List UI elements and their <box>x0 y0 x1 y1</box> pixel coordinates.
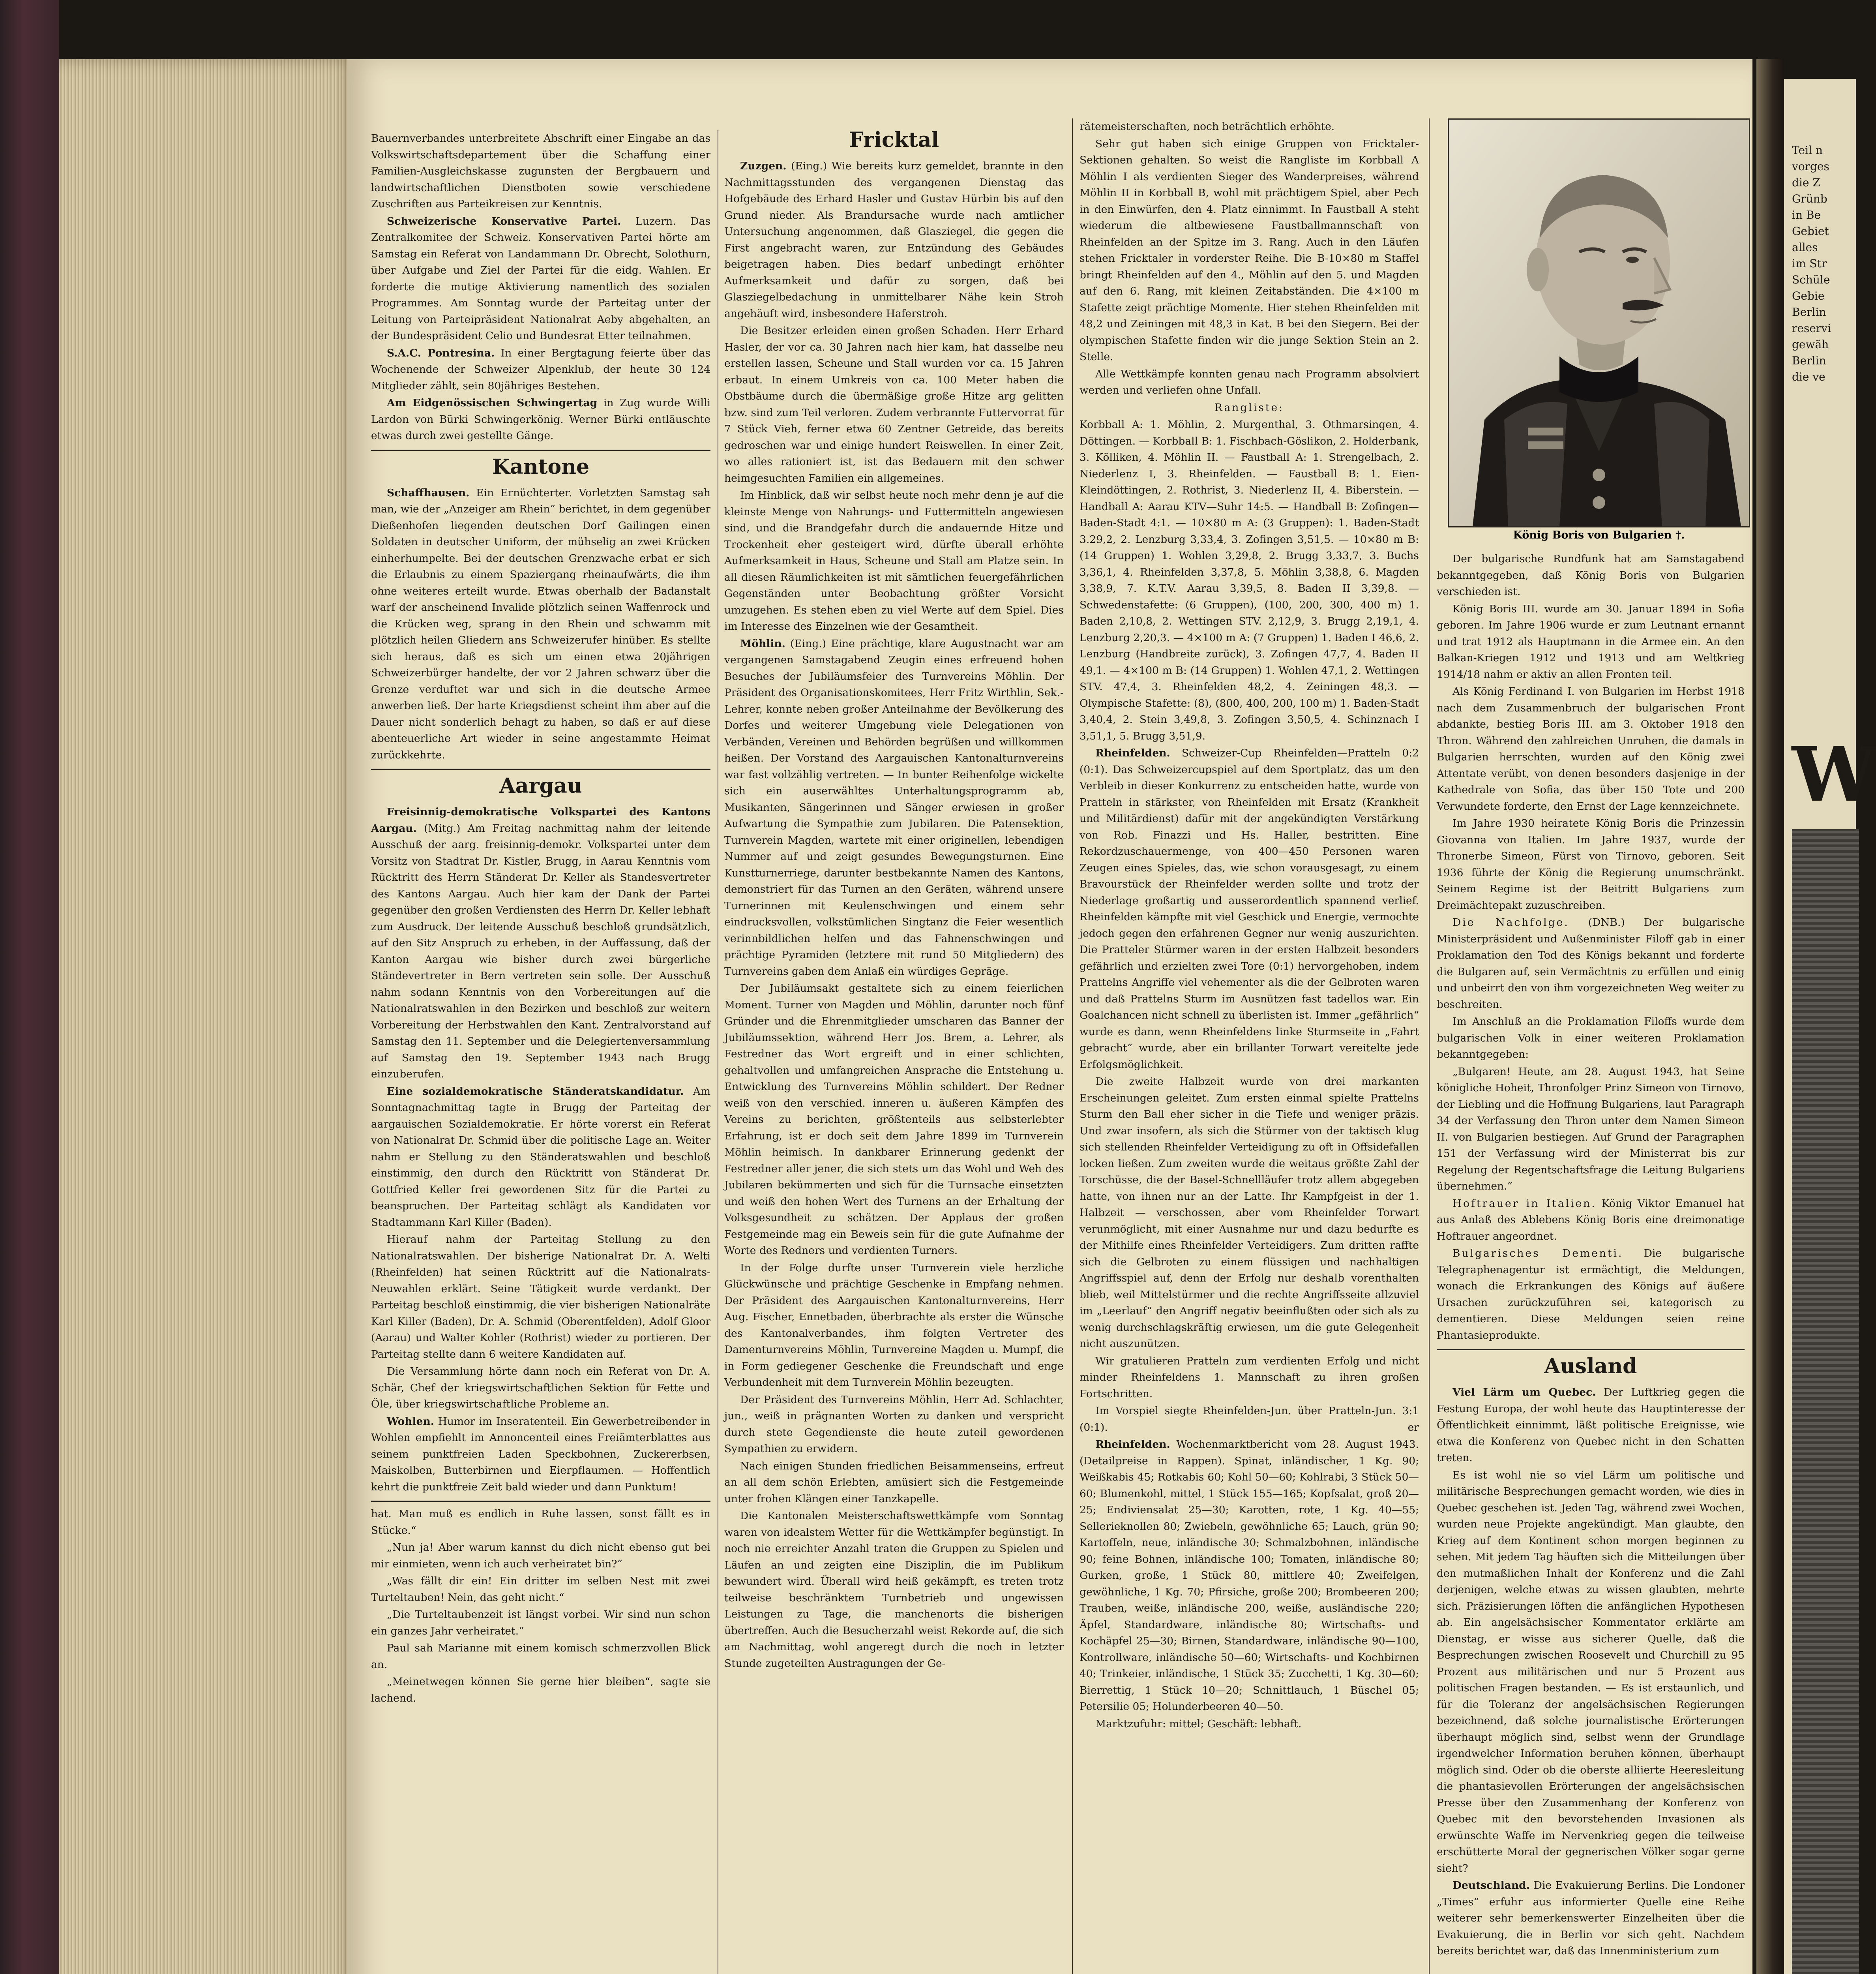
paragraph <box>1437 1245 1745 1344</box>
adjacent-page-line: die ve <box>1792 370 1825 383</box>
paragraph-text: (DNB.) Der bulgarische Ministerpräsident und Außenminister Filoff gab in einer Proklamation den Tod des Königs bekannt und forderte die Bulgaren auf, sein Vermächtnis zu erfüllen und einig und unbeirrt den von ihm vorgezeichneten Weg weiter zu beschreiten. <box>1437 916 1745 1011</box>
paragraph <box>371 213 710 344</box>
column-2 <box>724 118 1064 1672</box>
adjacent-page-line: Grünb <box>1792 192 1827 205</box>
paragraph: „Meinetwegen können Sie gerne hier bleiben“, sagte sie lachend. <box>371 1676 710 1704</box>
paragraph <box>1437 1384 1745 1466</box>
adjacent-page-line: in Be <box>1792 208 1821 221</box>
adjacent-page-line: Teil n <box>1792 144 1823 157</box>
adjacent-page-line: Schüle <box>1792 273 1830 286</box>
portrait-photo-king-boris <box>1448 118 1750 527</box>
adjacent-page-line: reservi <box>1792 322 1831 335</box>
column-4 <box>1437 551 1745 1960</box>
paragraph: Der Jubiläumsakt gestaltete sich zu einem feierlichen Moment. Turner von Magden und Möhlin, darunter noch fünf Gründer und die Ehrenmitglieder umscharen das Banner der Jubiläumssektion, während Herr Jos. Brem, a. Lehrer, als Festredner das Wort ergreift und in einer schlichten, gehaltvollen und umfangreichen Ansprache die Entstehung u. Entwicklung des Turnvereins Möhlin schildert. Der Redner weiß von den verschied. inneren u. äußeren Kämpfen des Vereins zu berichten, größtenteils aus selbsterlebter Erfahrung, ist er doch seit dem Jahre 1899 im Turnverein Möhlin heimisch. In dankbarer Erinnerung gedenkt der Festredner aller jener, die sich stets um das Wohl und Weh des Jubilaren bekümmerten und sich für die Turnsache einsetzten und weiß den hohen Wert des Turnens an der Erhaltung der Volksgesundheit zu schätzen. Der Applaus der großen Festgemeinde mag ein Beweis sein für die gute Aufnahme der Worte des Redners und verdienten Turners. <box>724 982 1064 1257</box>
paragraph: Paul sah Marianne mit einem komisch schmerzvollen Blick an. <box>371 1642 710 1671</box>
lead-in: Deutschland. <box>1452 1879 1530 1891</box>
lead-in: Bulgarisches Dementi. <box>1452 1247 1623 1259</box>
paragraph <box>1079 1436 1419 1715</box>
lead-in: Rheinfelden. <box>1095 1438 1170 1450</box>
paragraph <box>724 158 1064 322</box>
paragraph <box>371 1083 710 1231</box>
rangliste-heading: Rangliste: <box>1214 401 1284 414</box>
paragraph: Der bulgarische Rundfunk hat am Samstagabend bekanntgegeben, daß König Boris von Bulgarien verschieden ist. <box>1437 553 1745 598</box>
lead-in: Möhlin. <box>740 637 785 650</box>
section-heading-fricktal: Fricktal <box>849 128 939 152</box>
column-divider <box>1072 118 1073 1974</box>
horizontal-rule <box>371 1501 710 1502</box>
adjacent-page-line: Berlin <box>1792 354 1826 367</box>
adjacent-page-line: Berlin <box>1792 306 1826 319</box>
paragraph: Sehr gut haben sich einige Gruppen von Fricktaler-Sektionen gehalten. So weist die Rangliste im Korbball A Möhlin I als verdienten Sieger des Wanderpreises, während Möhlin II in Korbball B, wohl mit prächtigem Spiel, aber Pech in den Einwürfen, den 4. Platz einnimmt. In Faustball A steht wiederum die altbewiesene Faustballmannschaft von Rheinfelden an der Spitze im 3. Rang. Auch in den Läufen stehen Fricktaler in vorderster Reihe. Die B-10×80 m Staffel bringt Rheinfelden auf den 4., Möhlin auf den 5. und Magden auf den 6. Rang, mit kleinen Zeitabständen. Die 4×100 m Stafette zeigt prächtige Momente. Hier stehen Rheinfelden mit 48,2 und Zeiningen mit 48,3 in Kat. B bei den Siegern. Bei der olympischen Stafette finden wir die junge Sektion Stein an 2. Stelle. <box>1079 137 1419 363</box>
lead-in: Viel Lärm um Quebec. <box>1452 1386 1596 1398</box>
paragraph: „Was fällt dir ein! Ein dritter im selben Nest mit zwei Turteltauben! Nein, das geht nicht.“ <box>371 1575 710 1604</box>
paragraph: Im Jahre 1930 heiratete König Boris die Prinzessin Giovanna von Italien. Im Jahre 1937, wurde der Thronerbe Simeon, Fürst von Tirnovo, geboren. Seit 1936 führte der König die Regierung unumschränkt. Seinem Regime ist der Beitritt Bulgariens zum Dreimächtepakt zuzuschreiben. <box>1437 817 1745 912</box>
section-heading-ausland: Ausland <box>1437 1349 1745 1380</box>
paragraph: Wir gratulieren Pratteln zum verdienten Erfolg und nicht minder Rheinfeldens 1. Mannschaft zu ihren großen Fortschritten. <box>1079 1355 1419 1400</box>
paragraph: Der Präsident des Turnvereins Möhlin, Herr Ad. Schlachter, jun., weiß in prägnanten Worten zu danken und verspricht durch stete Gegendienste die heute zuteil gewordenen Sympathien zu erwidern. <box>724 1393 1064 1455</box>
book-cover-binding <box>0 0 59 1974</box>
paragraph-text: Der Luftkrieg gegen die Festung Europa, der wohl heute das Hauptinteresse der Öffentlichkeit einnimmt, läßt politische Ereignisse, wie etwa die Konferenz von Quebec nicht in den Schatten treten. <box>1437 1386 1745 1464</box>
paragraph <box>371 485 710 764</box>
paragraph: Bauernverbandes unterbreitete Abschrift einer Eingabe an das Volkswirtschaftsdepartement über die Schaffung einer Familien-Ausgleichskasse zugunsten der Bergbauern und landwirtschaftlichen Dienstboten sowie verschiedene Zuschriften aus Parteikreisen zur Kenntnis. <box>371 132 710 210</box>
paragraph-text: Die bulgarische Telegraphenagentur ist ermächtigt, die Meldungen, wonach die Erkrankungen des Königs auf äußere Ursachen zurückzuführen sei, kategorisch zu dementieren. Diese Meldungen seien reine Phantasieprodukte. <box>1437 1247 1745 1342</box>
paragraph <box>1437 1195 1745 1245</box>
paragraph-text: (Eing.) Wie bereits kurz gemeldet, brannte in den Nachmittagsstunden des vergangenen Dienstag das Hofgebäude des Erhard Hasler und Gustav Hürbin bis auf den Grund nieder. Als Brandursache wurde nach amtlicher Untersuchung angenommen, daß Glasziegel, die gegen die First angebracht waren, zur Entzündung des Gebäudes beigetragen haben. Dies bedarf unbedingt erhöhter Aufmerksamkeit und dafür zu sorgen, daß bei Glasziegelbedachung in unmittelbarer Nähe kein Stroh angehäuft wird, insbesondere Haferstroh. <box>724 160 1064 320</box>
lead-in: Die Nachfolge. <box>1452 916 1569 929</box>
section-heading-kantone: Kantone <box>371 450 710 481</box>
paragraph-text: Humor im Inseratenteil. Ein Gewerbetreibender in Wohlen empfiehlt im Annoncenteil eines Freiämterblattes aus seinem punktfreien Laden Speckbohnen, Zuckererbsen, Maiskolben, Butterbirnen und Eierpflaumen. — Hoffentlich kehrt die punktfreie Zeit bald wieder und dann Punktum! <box>371 1415 710 1493</box>
paragraph: Nach einigen Stunden friedlichen Beisammenseins, erfreut an all dem schön Erlebten, amüsiert sich die Festgemeinde unter frohen Klängen einer Tanzkapelle. <box>724 1460 1064 1505</box>
paragraph: Die Kantonalen Meisterschaftswettkämpfe vom Sonntag waren von idealstem Wetter für die Wettkämpfer begünstigt. In noch nie erreichter Anzahl traten die Gruppen zu Spielen und Läufen an und zeigten eine Disziplin, die im Publikum bewundert wird. Überall wird heiß gekämpft, es treten trotz teilweise beschränktem Turnbetrieb und ungewissen Leistungen zu Tage, die manchenorts die bisherigen übertreffen. Auch die Besucherzahl weist Rekorde auf, die sich am Nachmittag, wohl angeregt durch die noch in letzter Stunde zugeteilten Austragungen der Ge- <box>724 1510 1064 1670</box>
page-edges <box>59 59 359 1974</box>
paragraph: Marktzufuhr: mittel; Geschäft: lebhaft. <box>1095 1717 1302 1730</box>
paragraph <box>1437 1877 1745 1959</box>
paragraph <box>1437 914 1745 1013</box>
paragraph-text: König Viktor Emanuel hat aus Anlaß des Ablebens König Boris eine dreimonatige Hoftrauer angeordnet. <box>1437 1197 1745 1242</box>
paragraph <box>371 345 710 394</box>
paragraph: „Nun ja! Aber warum kannst du dich nicht ebenso gut bei mir einmieten, wenn ich auch verheiratet bin?“ <box>371 1541 710 1570</box>
book-gutter <box>1756 59 1784 1974</box>
paragraph <box>371 804 710 1083</box>
lead-in: Am Eidgenössischen Schwingertag <box>387 397 598 409</box>
paragraph-text: Wochenmarktbericht vom 28. August 1943. (Detailpreise in Rappen). Spinat, inländischer, 1 Kg. 90; Weißkabis 45; Rotkabis 60; Kohl 50—60; Kohlrabi, 3 Stück 50—60; Blumenkohl, mittel, 1 Stück 155—165; Kopfsalat, groß 20—25; Endiviensalat 25—30; Karotten, rote, 1 Kg. 40—55; Sellerieknollen 80; Zwiebeln, gewöhnliche 65; Lauch, grün 90; Kartoffeln, neue, inländische 30; Schmalzbohnen, inländische 90; feine Bohnen, inländische 100; Tomaten, inländische 80; Gurken, große, 1 Stück 80, mittlere 40; Zweifelgen, gewöhnliche, 1 Kg. 70; Pfirsiche, große 200; Brombeeren 200; Trauben, weiße, inländische 200, weiße, ausländische 220; Äpfel, Standardware, inländische 80; Wirtschafts- und Kochäpfel 25—30; Birnen, Standardware, inländische 90—100, Kontrollware, inländische 50—60; Wirtschafts- und Kochbirnen 40; Trinkeier, inländische, 1 Stück 35; Zucchetti, 1 Kg. 30—60; Bierrettig, 1 Stück 10—20; Schnittlauch, 1 Büschel 05; Petersilie 05; Holunderbeeren 40—50. <box>1079 1438 1419 1713</box>
paragraph: König Boris III. wurde am 30. Januar 1894 in Sofia geboren. Im Jahre 1906 wurde er zum Leutnant ernannt und trat 1912 als Hauptmann in die Armee ein. An den Balkan-Kriegen 1912 und 1913 und am Weltkrieg 1914/18 nahm er aktiv an allen Fronten teil. <box>1437 602 1745 681</box>
lead-in: S.A.C. Pontresina. <box>387 347 495 359</box>
paragraph: Die Versammlung hörte dann noch ein Referat von Dr. A. Schär, Chef der kriegswirtschaftlichen Sektion für Fette und Öle, über kriegswirtschaftliche Probleme an. <box>371 1365 710 1410</box>
lead-in: Freisinnig-demokratische Volkspartei des Kantons Aargau. <box>371 806 710 835</box>
paragraph-text: Die Evakuierung Berlins. Die Londoner „Times“ erfuhr aus informierter Quelle eine Reihe weiterer sehr bemerkenswerter Einzelheiten über die Evakuierung, die in Berlin vor sich geht. Nachdem bereits berichtet war, daß das Innenministerium zum <box>1437 1879 1745 1957</box>
adjacent-page-headline-letter: W <box>1792 730 1876 818</box>
paragraph <box>371 395 710 444</box>
paragraph: Alle Wettkämpfe konnten genau nach Programm absolviert werden und verliefen ohne Unfall. <box>1079 368 1419 396</box>
adjacent-page-line: gewäh <box>1792 338 1829 351</box>
adjacent-page-line: Gebiet <box>1792 225 1829 238</box>
lead-in: Wohlen. <box>387 1415 434 1428</box>
adjacent-page-line: Gebie <box>1792 289 1825 302</box>
paragraph-text: (Mitg.) Am Freitag nachmittag nahm der leitende Ausschuß der aarg. freisinnig-demokr. Volkspartei unter dem Vorsitz von Stadtrat Dr. Kistler, Brugg, in Aarau Kenntnis vom Rücktritt des Herrn Ständerat Dr. Keller als Standesvertreter des Kantons Aargau. Auch hier kam der Dank der Partei gegenüber den großen Verdiensten des Herrn Dr. Keller lebhaft zum Ausdruck. Der leitende Ausschuß beschloß grundsätzlich, auf den Sitz Anspruch zu erheben, in der Auffassung, daß der Kanton Aargau wie bisher durch zwei bürgerliche Ständevertreter in Bern vertreten sein solle. Der Ausschuß nahm sodann Kenntnis von den Vorbereitungen auf die Nationalratswahlen in den Bezirken und beschloß zur weitern Vorbereitung der Herbstwahlen den Kant. Zentralvorstand auf Samstag den 11. September und die Delegiertenversammlung auf Samstag den 19. September 1943 nach Brugg einzuberufen. <box>371 822 710 1080</box>
column-divider <box>1429 118 1430 1974</box>
paragraph-text: (Eing.) Eine prächtige, klare Augustnacht war am vergangenen Samstagabend Zeugin eines erfreuend hohen Besuches der Jubiläumsfeier des Turnvereins Möhlin. Der Präsident des Organisationskomitees, Herr Fritz Wirthlin, Sek.-Lehrer, konnte neben großer Anteilnahme der Bevölkerung des Dorfes und weiterer Umgebung viele Delegationen von Verbänden, Vereinen und Behörden begrüßen und willkommen heißen. Der Vorstand des Aargauischen Kantonalturnvereins war fast vollzählig vertreten. — In bunter Reihenfolge wickelte sich ein auserwähltes Unterhaltungsprogramm ab, Musikanten, Sängerinnen und Sänger erwiesen in großer Aufwartung die Sympathie zum Jubilaren. Die Patensektion, Turnverein Magden, wartete mit einer originellen, lebendigen Nummer auf und zeigt gesundes Bewegungsturnen. Eine Kunstturnerriege, darunter bestbekannte Namen des Kantons, demonstriert für das Turnen an den Geräten, während unsere Turnerinnen mit Keulenschwingen und einem sehr eindrucksvollen, volkstümlichen Singtanz die Feier wesentlich verinnbildlichen helfen und das Fahnenschwingen und prächtige Pyramiden (letztere mit rund 50 Mitgliedern) des Turnvereins gaben dem Anlaß ein würdiges Gepräge. <box>724 637 1064 978</box>
lead-in: Rheinfelden. <box>1095 747 1170 759</box>
lead-in: Schweizerische Konservative Partei. <box>387 215 621 227</box>
paragraph: Es ist wohl nie so viel Lärm um politische und militärische Besprechungen gemacht worden, wie dies in Quebec geschehen ist. Jeden Tag, während zwei Wochen, wurden neue Projekte angekündigt. Man glaubte, den Krieg auf dem Kontinent schon morgen beginnen zu sehen. Mit jedem Tag häuften sich die Mitteilungen über den mutmaßlichen Inhalt der Konferenz und die Zahl derjenigen, welche etwas zu wissen glaubten, mehrte sich. Präzisierungen löften die anfänglichen Hypothesen ab. Ein angelsächsischer Kommentator erklärte am Dienstag, er wisse aus sicherer Quelle, daß die Besprechungen zwischen Roosevelt und Churchill zu 95 Prozent aus militärischen und nur 5 Prozent aus politischen Fragen bestanden. — Es ist erstaunlich, und für die Toleranz der angelsächsischen Regierungen bezeichnend, daß solche journalistische Erörterungen überhaupt möglich sind, selbst wenn der Grundlage irgendwelcher Information beruhen können, überhaupt möglich sind. Oder ob die oberste alliierte Heeresleitung die phantasievollen Erörterungen der angelsächsischen Presse über den Zusammenhang der Konferenz von Quebec mit den bevorstehenden Invasionen als erwünschte Waffe im Nervenkrieg gegen die teilweise erschütterte Moral der gegnerischen Völker sogar gerne sieht? <box>1437 1469 1745 1875</box>
adjacent-page-fragment <box>1784 79 1876 1974</box>
paragraph <box>1079 745 1419 1073</box>
paragraph: Korbball A: 1. Möhlin, 2. Murgenthal, 3. Othmarsingen, 4. Döttingen. — Korbball B: 1. Fischbach-Göslikon, 2. Holderbank, 3. Kölliken, 4. Möhlin II. — Faustball A: 1. Strengelbach, 2. Niederlenz I, 3. Rheinfelden. — Faustball B: 1. Eien-Kleindöttingen, 2. Rothrist, 3. Niederlenz II, 4. Biberstein. — Handball A: Aarau KTV—Suhr 14:5. — Handball B: Zofingen—Baden-Stadt 4:1. — 10×80 m A: (3 Gruppen): 1. Baden-Stadt 3.29,2, 2. Lenzburg 3,33,4, 3. Zofingen 3,51,5. — 10×80 m B: (14 Gruppen) 1. Wohlen 3,29,8, 2. Brugg 3,33,7, 3. Buchs 3,36,1, 4. Rheinfelden 3,37,8, 5. Möhlin 3,38,8, 6. Magden 3,38,9, 7. K.T.V. Aarau 3,39,5, 8. Baden II 3,39,8. — Schwedenstafette: (6 Gruppen), (100, 200, 300, 400 m) 1. Baden 2,10,8, 2. Wettingen STV. 2,12,9, 3. Brugg 2,19,1, 4. Lenzburg 2,20,3. — 4×100 m A: (7 Gruppen) 1. Baden I 46,6, 2. Lenzburg (Handbreite zurück), 3. Zofingen 47,7, 4. Baden II 49,1. — 4×100 m B: (14 Gruppen) 1. Wohlen 47,1, 2. Wettingen STV. 47,4, 3. Rheinfelden 48,2, 4. Zeiningen 48,3. — Olympische Stafette: (8), (800, 400, 200, 100 m) 1. Baden-Stadt 3,40,4, 2. Stein 3,49,8, 3. Zofingen 3,50,5, 4. Schinznach I 3,51,1, 5. Brugg 3,51,9. <box>1079 418 1419 742</box>
paragraph-text: Luzern. Das Zentralkomitee der Schweiz. Konservativen Partei hörte am Samstag ein Referat von Landammann Dr. Obrecht, Solothurn, über Aufgabe und Ziel der Partei für die eidg. Wahlen. Er forderte die mutige Aktivierung namentlich des sozialen Programmes. Am Sonntag wurde der Parteitag unter der Leitung von Parteipräsident Nationalrat Aeby abgehalten, an der Bundespräsident Celio und Bundesrat Etter teilnahmen. <box>371 215 710 342</box>
paragraph: Im Hinblick, daß wir selbst heute noch mehr denn je auf die kleinste Menge von Nahrungs- und Futtermitteln angewiesen sind, und die Brandgefahr durch die andauernde Hitze und Trockenheit eher gesteigert wird, dürfte überall erhöhte Aufmerksamkeit in Haus, Scheune und Stall am Platze sein. In all diesen Räumlichkeiten ist mit sämtlichen feuergefährlichen Gegenständen unter Beobachtung größter Vorsicht umzugehen. Es stehen eben zu viel Werte auf dem Spiel. Dies im Interesse des Einzelnen wie der Gesamtheit. <box>724 489 1064 632</box>
column-3 <box>1079 118 1419 1733</box>
portrait-image <box>1449 120 1749 526</box>
paragraph: Hierauf nahm der Parteitag Stellung zu den Nationalratswahlen. Der bisherige Nationalrat Dr. A. Welti (Rheinfelden) hat seinen Rücktritt auf die Nationalrats-Neuwahlen erklärt. Seine Tätigkeit wurde verdankt. Der Parteitag beschloß einstimmig, die vier bisherigen Nationalräte Karl Killer (Baden), Dr. A. Schmid (Oberentfelden), Adolf Gloor (Aarau) und Walter Kohler (Rothrist) wieder zu portieren. Der Parteitag stellte dann 6 weitere Kandidaten auf. <box>371 1233 710 1360</box>
adjacent-page-line: im Str <box>1792 257 1827 270</box>
paragraph: rätemeisterschaften, noch beträchtlich erhöhte. <box>1079 120 1335 133</box>
paragraph: hat. Man muß es endlich in Ruhe lassen, sonst fällt es in Stücke.“ <box>371 1508 710 1537</box>
paragraph <box>1079 1403 1419 1435</box>
lead-in: Schaffhausen. <box>387 486 470 499</box>
paragraph <box>371 1413 710 1496</box>
paragraph: „Die Turteltaubenzeit ist längst vorbei. Wir sind nun schon ein ganzes Jahr verheiratet.“ <box>371 1608 710 1637</box>
column-1 <box>371 130 710 1707</box>
lead-in: Eine sozialdemokratische Ständeratskandidatur. <box>387 1085 684 1098</box>
paragraph: In der Folge durfte unser Turnverein viele herzliche Glückwünsche und prächtige Geschenke in Empfang nehmen. Der Präsident des Aargauischen Kantonalturnvereins, Herr Aug. Fischer, Ennetbaden, überbrachte als erster die Wünsche des Kantonalverbandes, ihm folgten Vertreter des Damenturnvereins Möhlin, Turnvereine Magden u. Mumpf, die in Form gediegener Geschenke die Freundschaft und enge Verbundenheit mit dem Turnverein Möhlin bezeugten. <box>724 1261 1064 1389</box>
paragraph-text: In einer Bergtagung feierte über das Wochenende der Schweizer Alpenklub, der heute 30 124 Mitglieder zählt, sein 80jähriges Bestehen. <box>371 347 710 392</box>
paragraph-text: in Zug wurde Willi Lardon von Bürki Schwingerkönig. Werner Bürki entläuschte etwas durch zwei gestellte Gänge. <box>371 397 710 442</box>
paragraph-text: Schweizer-Cup Rheinfelden—Pratteln 0:2 (0:1). Das Schweizercupspiel auf dem Sportplatz, das um den Verbleib in dieser Konkurrenz zu entscheiden hatte, wurde von Pratteln in stärkster, von Rheinfelden mit Ersatz (Krankheit und Militärdienst) dafür mit der angekündigten Verstärkung von Rob. Finazzi und Hs. Haller, bestritten. Eine Rekordzuschauermenge, von 400—450 Personen waren Zeugen eines Spieles, das, wie schon vorausgesagt, zu einem Bravourstück der Rheinfelder werden sollte und trotz der Niederlage großartig und ausserordentlich spannend verlief. Rheinfelden kämpfte mit viel Geschick und Energie, vermochte jedoch gegen den erfahrenen Gegner nur wenig auszurichten. Die Pratteler Stürmer waren in der ersten Halbzeit besonders gefährlich und erzielten zwei Tore (0:1) hervorgehoben, indem Prattelns Angriffe viel vehementer als die der Gelbroten waren und daß Prattelns Sturm im Ausnützen fast tadellos war. Ein Goalchancen nicht schnell zu überlisten ist. Immer „gefährlich“ wurde es dann, wenn Rheinfeldens linke Sturmseite in „Fahrt gebracht“ wurde, aber ein brillanter Torwart vereitelte jede Erfolgsmöglichkeit. <box>1079 747 1419 1071</box>
section-heading-aargau: Aargau <box>371 769 710 800</box>
paragraph: „Bulgaren! Heute, am 28. August 1943, hat Seine königliche Hoheit, Thronfolger Prinz Simeon von Tirnovo, der Liebling und die Hoffnung Bulgariens, laut Paragraph 34 der Verfassung den Thron unter dem Namen Simeon II. von Bulgarien bestiegen. Auf Grund der Paragraphen 151 der Verfassung wird der Ministerrat bis zur Regelung der Regentschaftsfrage die Leitung Bulgariens übernehmen.“ <box>1437 1065 1745 1192</box>
paragraph: Die Besitzer erleiden einen großen Schaden. Herr Erhard Hasler, der vor ca. 30 Jahren nach hier kam, hat dasselbe neu erstellen lassen, Scheune und Stall wurden vor ca. 15 Jahren erbaut. In einem Umkreis von ca. 100 Meter haben die Obstbäume durch die übermäßige große Hitze arg gelitten bzw. sind zum Teil verloren. Zudem verbrannte Futtervorrat für 7 Stück Vieh, ferner etwa 60 Zentner Getreide, das bereits gedroschen war und einige hundert Reiswellen. In einer Zeit, wo alles rationiert ist, ist das Bedauern mit den schwer heimgesuchten Familien ein allgemeines. <box>724 325 1064 484</box>
lead-in: Hoftrauer in Italien. <box>1452 1197 1597 1210</box>
paragraph-text: Im Vorspiel siegte Rheinfelden-Jun. über Pratteln-Jun. 3:1 (0:1). <box>1079 1405 1419 1434</box>
paragraph-text: Am Sonntagnachmittag tagte in Brugg der Parteitag der aargauischen Sozialdemokratie. Er hörte vorerst ein Referat von Nationalrat Dr. Schmid über die politische Lage an. Weiter nahm er Stellung zu den Ständeratswahlen und beschloß einstimmig, den durch den Rücktritt von Ständerat Dr. Gottfried Keller frei gewordenen Sitz für die Partei zu beanspruchen. Der Parteitag schlägt als Kandidaten vor Stadtammann Karl Killer (Baden). <box>371 1085 710 1229</box>
paragraph: Als König Ferdinand I. von Bulgarien im Herbst 1918 nach dem Zusammenbruch der bulgarischen Front abdankte, bestieg Boris III. am 3. Oktober 1918 den Thron. Während den zahlreichen Unruhen, die damals in Bulgarien herrschten, wurden auf den König zwei Attentate verübt, von denen besonders dasjenige in der Kathedrale von Sofia, das über 150 Tote und 200 Verwundete forderte, den Ernst der Lage kennzeichnete. <box>1437 685 1745 812</box>
author-mark: er <box>1407 1421 1419 1434</box>
paragraph: Im Anschluß an die Proklamation Filoffs wurde dem bulgarischen Volk in einer weiteren Proklamation bekanntgegeben: <box>1437 1015 1745 1060</box>
paragraph-text: Ein Ernüchterter. Vorletzten Samstag sah man, wie der „Anzeiger am Rhein“ berichtet, in dem gegenüber Dießenhofen liegenden deutschen Dorf Gailingen einen Soldaten in deutscher Uniform, der mühselig an zwei Krücken einherhumpelte. Bei der deutschen Grenzwache erbat er sich die Erlaubnis zu einem Spaziergang rheinaufwärts, die ihm ohne weiteres erteilt wurde. Etwas oberhalb der Badanstalt warf der anscheinend Invalide plötzlich seinen Waffenrock und die Krücken weg, sprang in den Rhein und schwamm mit plötzlich heilen Gliedern ans Schweizerufer hinüber. Es stellte sich heraus, daß es sich um einen etwa 20jährigen Schweizerbürger handelte, der vor 2 Jahren schwarz über die Grenze verduftet war und sich in die deutsche Armee anwerben ließ. Der harte Kriegsdienst scheint ihm aber auf die Dauer nicht sonderlich behagt zu haben, so daß er auf diese abenteuerliche Art wieder in seine angestammte Heimat zurückkehrte. <box>371 486 710 761</box>
adjacent-page-line: alles <box>1792 241 1818 254</box>
adjacent-page-line: vorges <box>1792 160 1829 173</box>
portrait-caption: König Boris von Bulgarien †. <box>1513 529 1685 541</box>
adjacent-page-photo <box>1792 829 1859 1974</box>
adjacent-page-line: die Z <box>1792 176 1820 189</box>
lead-in: Zuzgen. <box>740 160 787 172</box>
paragraph <box>724 636 1064 980</box>
paragraph: Die zweite Halbzeit wurde von drei markanten Erscheinungen geleitet. Zum ersten einmal spielte Prattelns Sturm den Ball eher sicher in die Tiefe und weniger präzis. Und zwar insofern, als sich die Stürmer von der taktisch klug sich stellenden Rheinfelder Verteidigung zu oft in Offsidefallen locken ließen. Zum zweiten wurde die weitaus größte Zahl der Torschüsse, die der Basel-Schnellläufer trotz allem abgegeben hatte, von ihnen nur an der Latte. Ihr Kampfgeist in der 1. Halbzeit — verschossen, aber vom Rheinfelder Torwart verunmöglicht, mit einer Ausnahme nur und dazu bedurfte es der Mithilfe eines Rheinfelder Verteidigers. Zum dritten raffte sich die Gelbroten zu einem flüssigen und nachhaltigen Angriffsspiel auf, denn der Erfolg nur deshalb vorenthalten blieb, weil Mittelstürmer und die rechte Angriffsseite allzuviel im „Leerlauf“ den Angriff negativ beeinflußten oder sich als zu wenig durchschlagskräftig erwiesen, um die gute Gelegenheit nicht auszunützen. <box>1079 1075 1419 1350</box>
